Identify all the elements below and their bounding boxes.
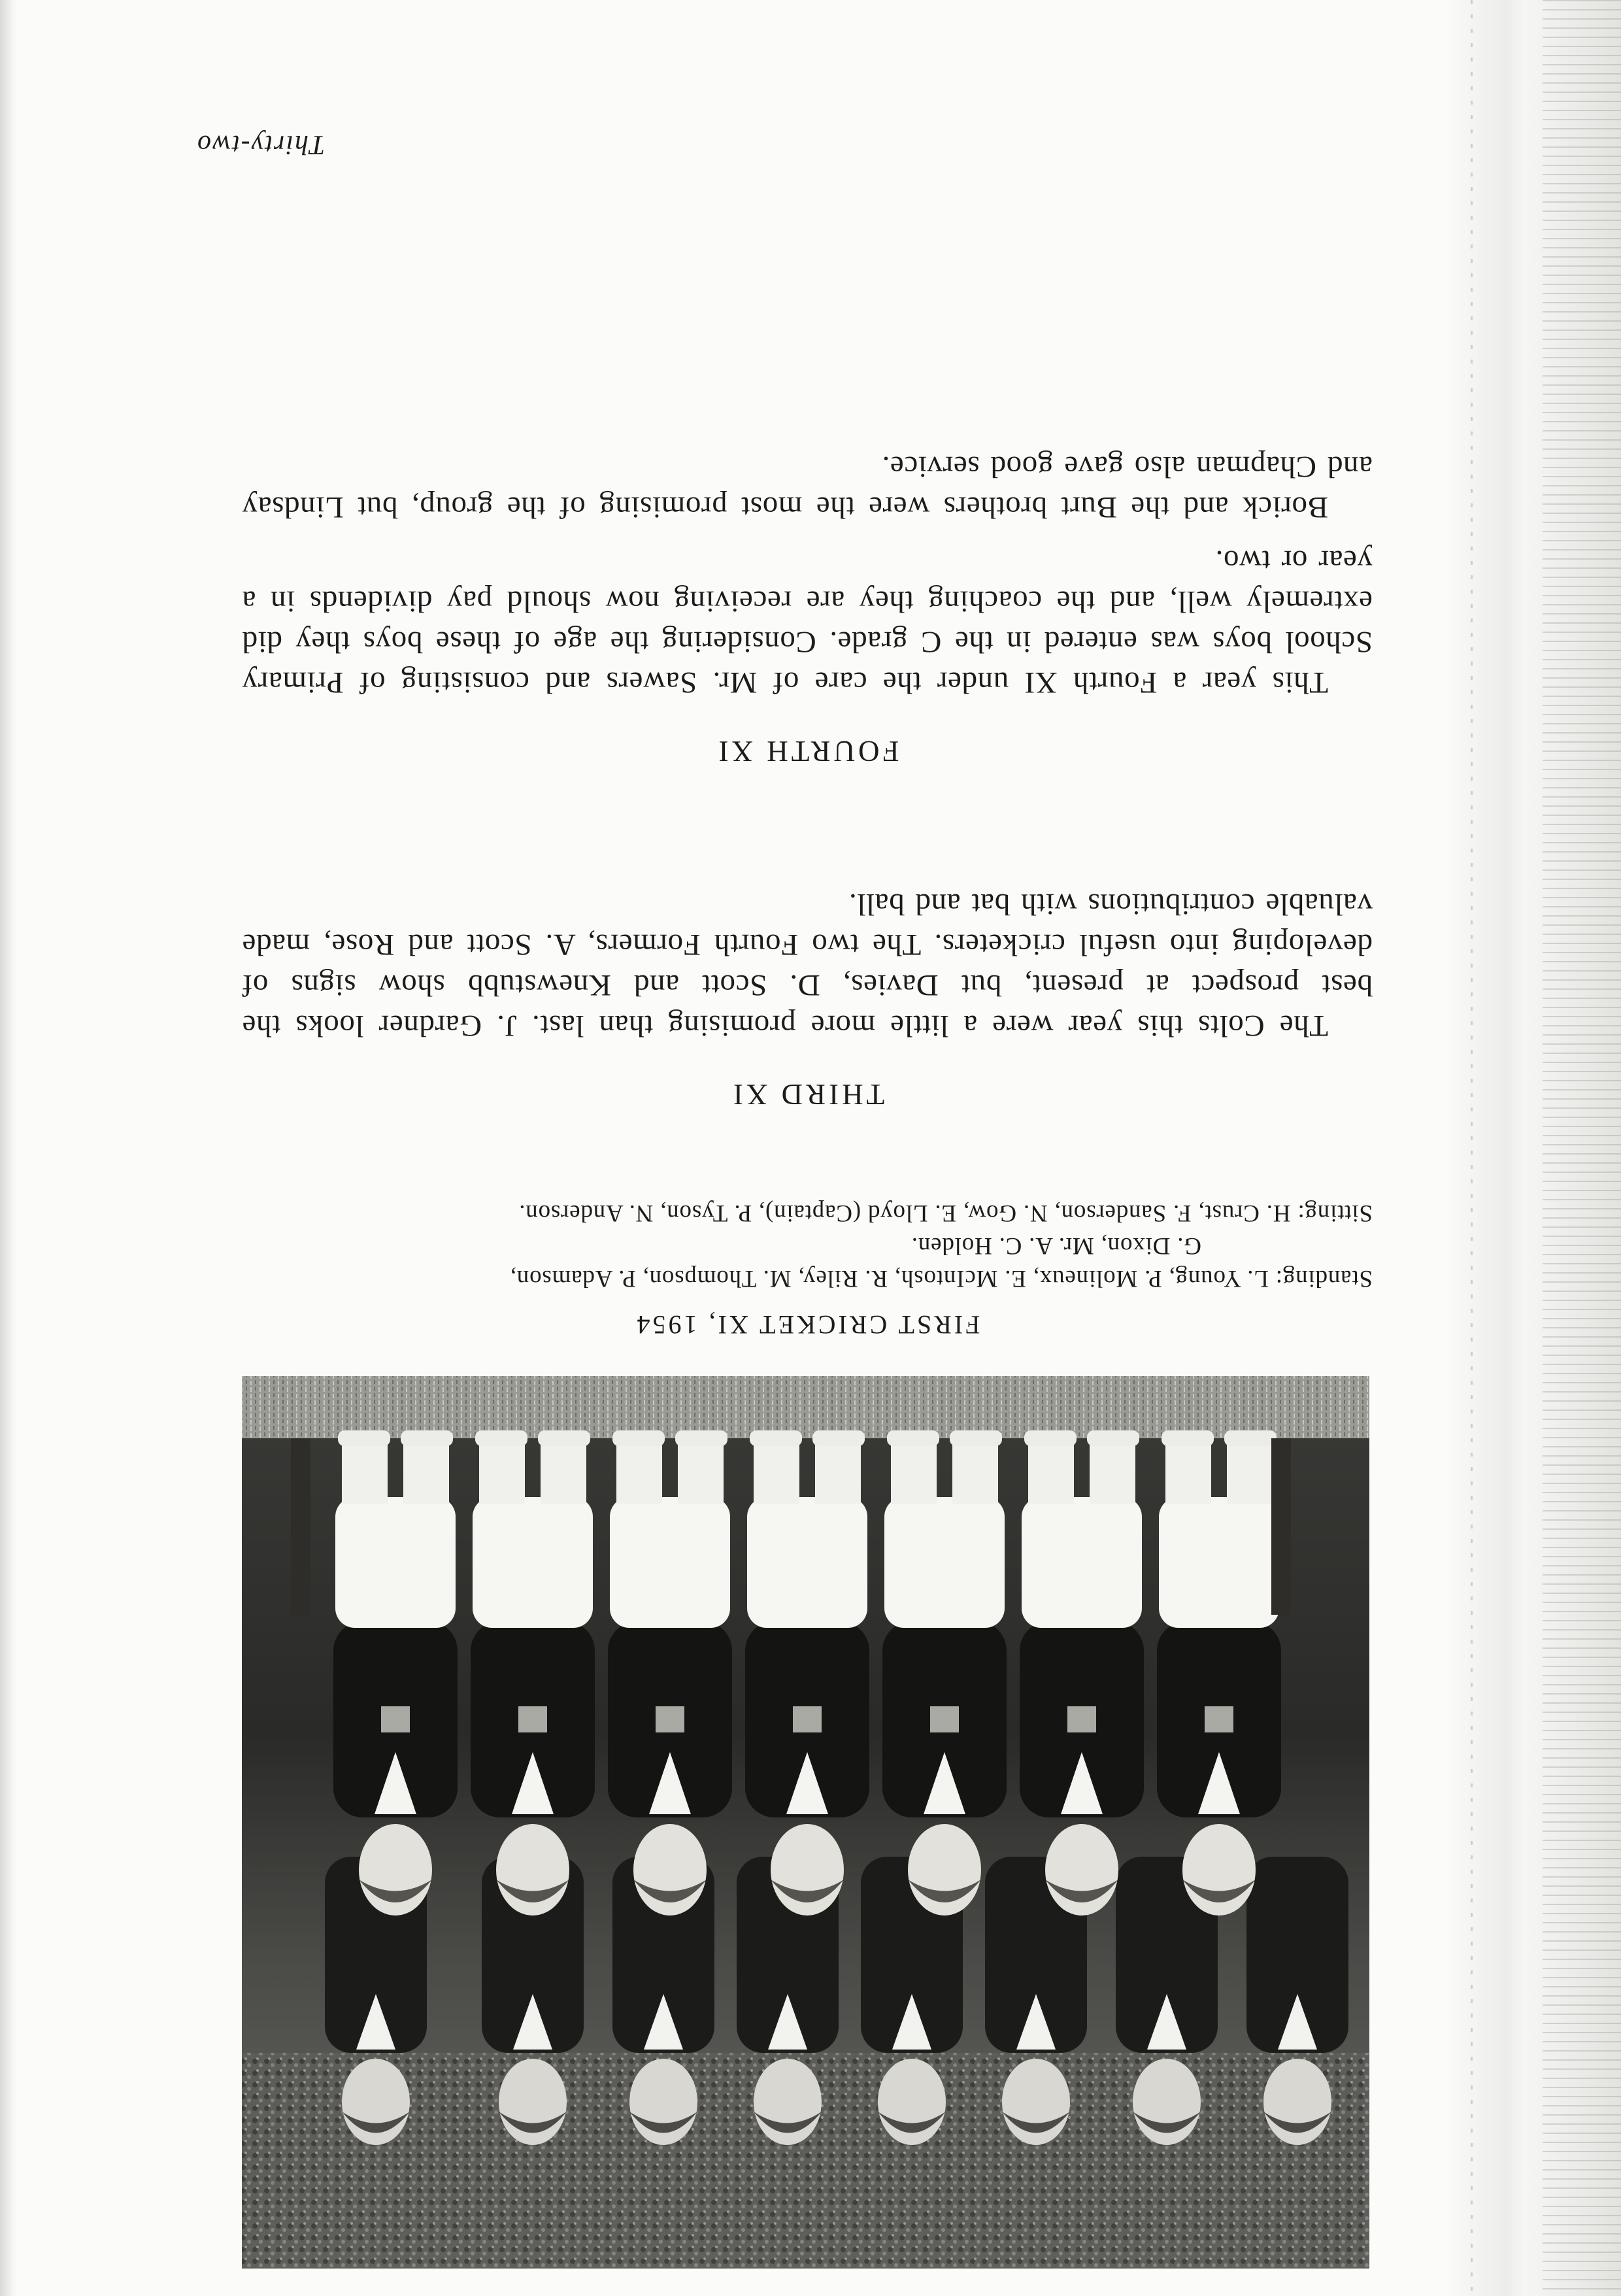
fourth-xi-paragraph-1: This year a Fourth XI under the care of Mr. Sawers and consisting of Primary School boys was entered in the C grade. Considering the age of these boys they did extremely well, and the coaching they are receiving now should pay dividends in a year or two. [242,544,1373,700]
printed-page-upside-down [196,98,1373,2269]
photo-caption-title: FIRST CRICKET XI, 1954 [634,1310,980,1340]
fourth-xi-heading: FOURTH XI [715,735,899,768]
third-xi-text [242,884,1373,1046]
sitting-label: Sitting: [1297,1200,1373,1226]
fourth-xi-text [242,447,1373,703]
team-photo-drawing [242,1376,1369,2269]
team-photograph [242,1376,1369,2269]
scan-left-edge [0,0,17,2296]
bench-leg [1271,1438,1291,1615]
standing-names-continued: G. Dixon, Mr. A. C. Holden. [911,1232,1201,1259]
standing-names: L. Young, P. Molineux, E. McIntosh, R. Riley, M. Thompson, P. Adamson, [509,1265,1269,1292]
photo-caption-sitting [242,1196,1373,1229]
fourth-xi-paragraph-2: Borick and the Burt brothers were the most promising of the group, but Lindsay and Chapman also gave good service. [242,450,1373,524]
third-xi-heading: THIRD XI [729,1078,885,1111]
page-number: Thirty-two [196,129,326,160]
third-xi-paragraph: The Colts this year were a little more promising than last. J. Gardner looks the best prospect at present, but Davies, D. Scott and Knewstubb show signs of developing into useful cricketers. The two Fourth Formers, A. Scott and Rose, made valuable contributions with bat and ball. [242,887,1373,1043]
bench-leg [291,1438,310,1615]
photo-caption-standing [242,1229,1373,1294]
scan-right-edge [1445,0,1621,2296]
standing-label: Standing: [1275,1265,1373,1292]
sitting-names: H. Crust, F. Sanderson, N. Gow, E. Lloyd (Captain), P. Tyson, N. Anderson. [518,1200,1291,1226]
